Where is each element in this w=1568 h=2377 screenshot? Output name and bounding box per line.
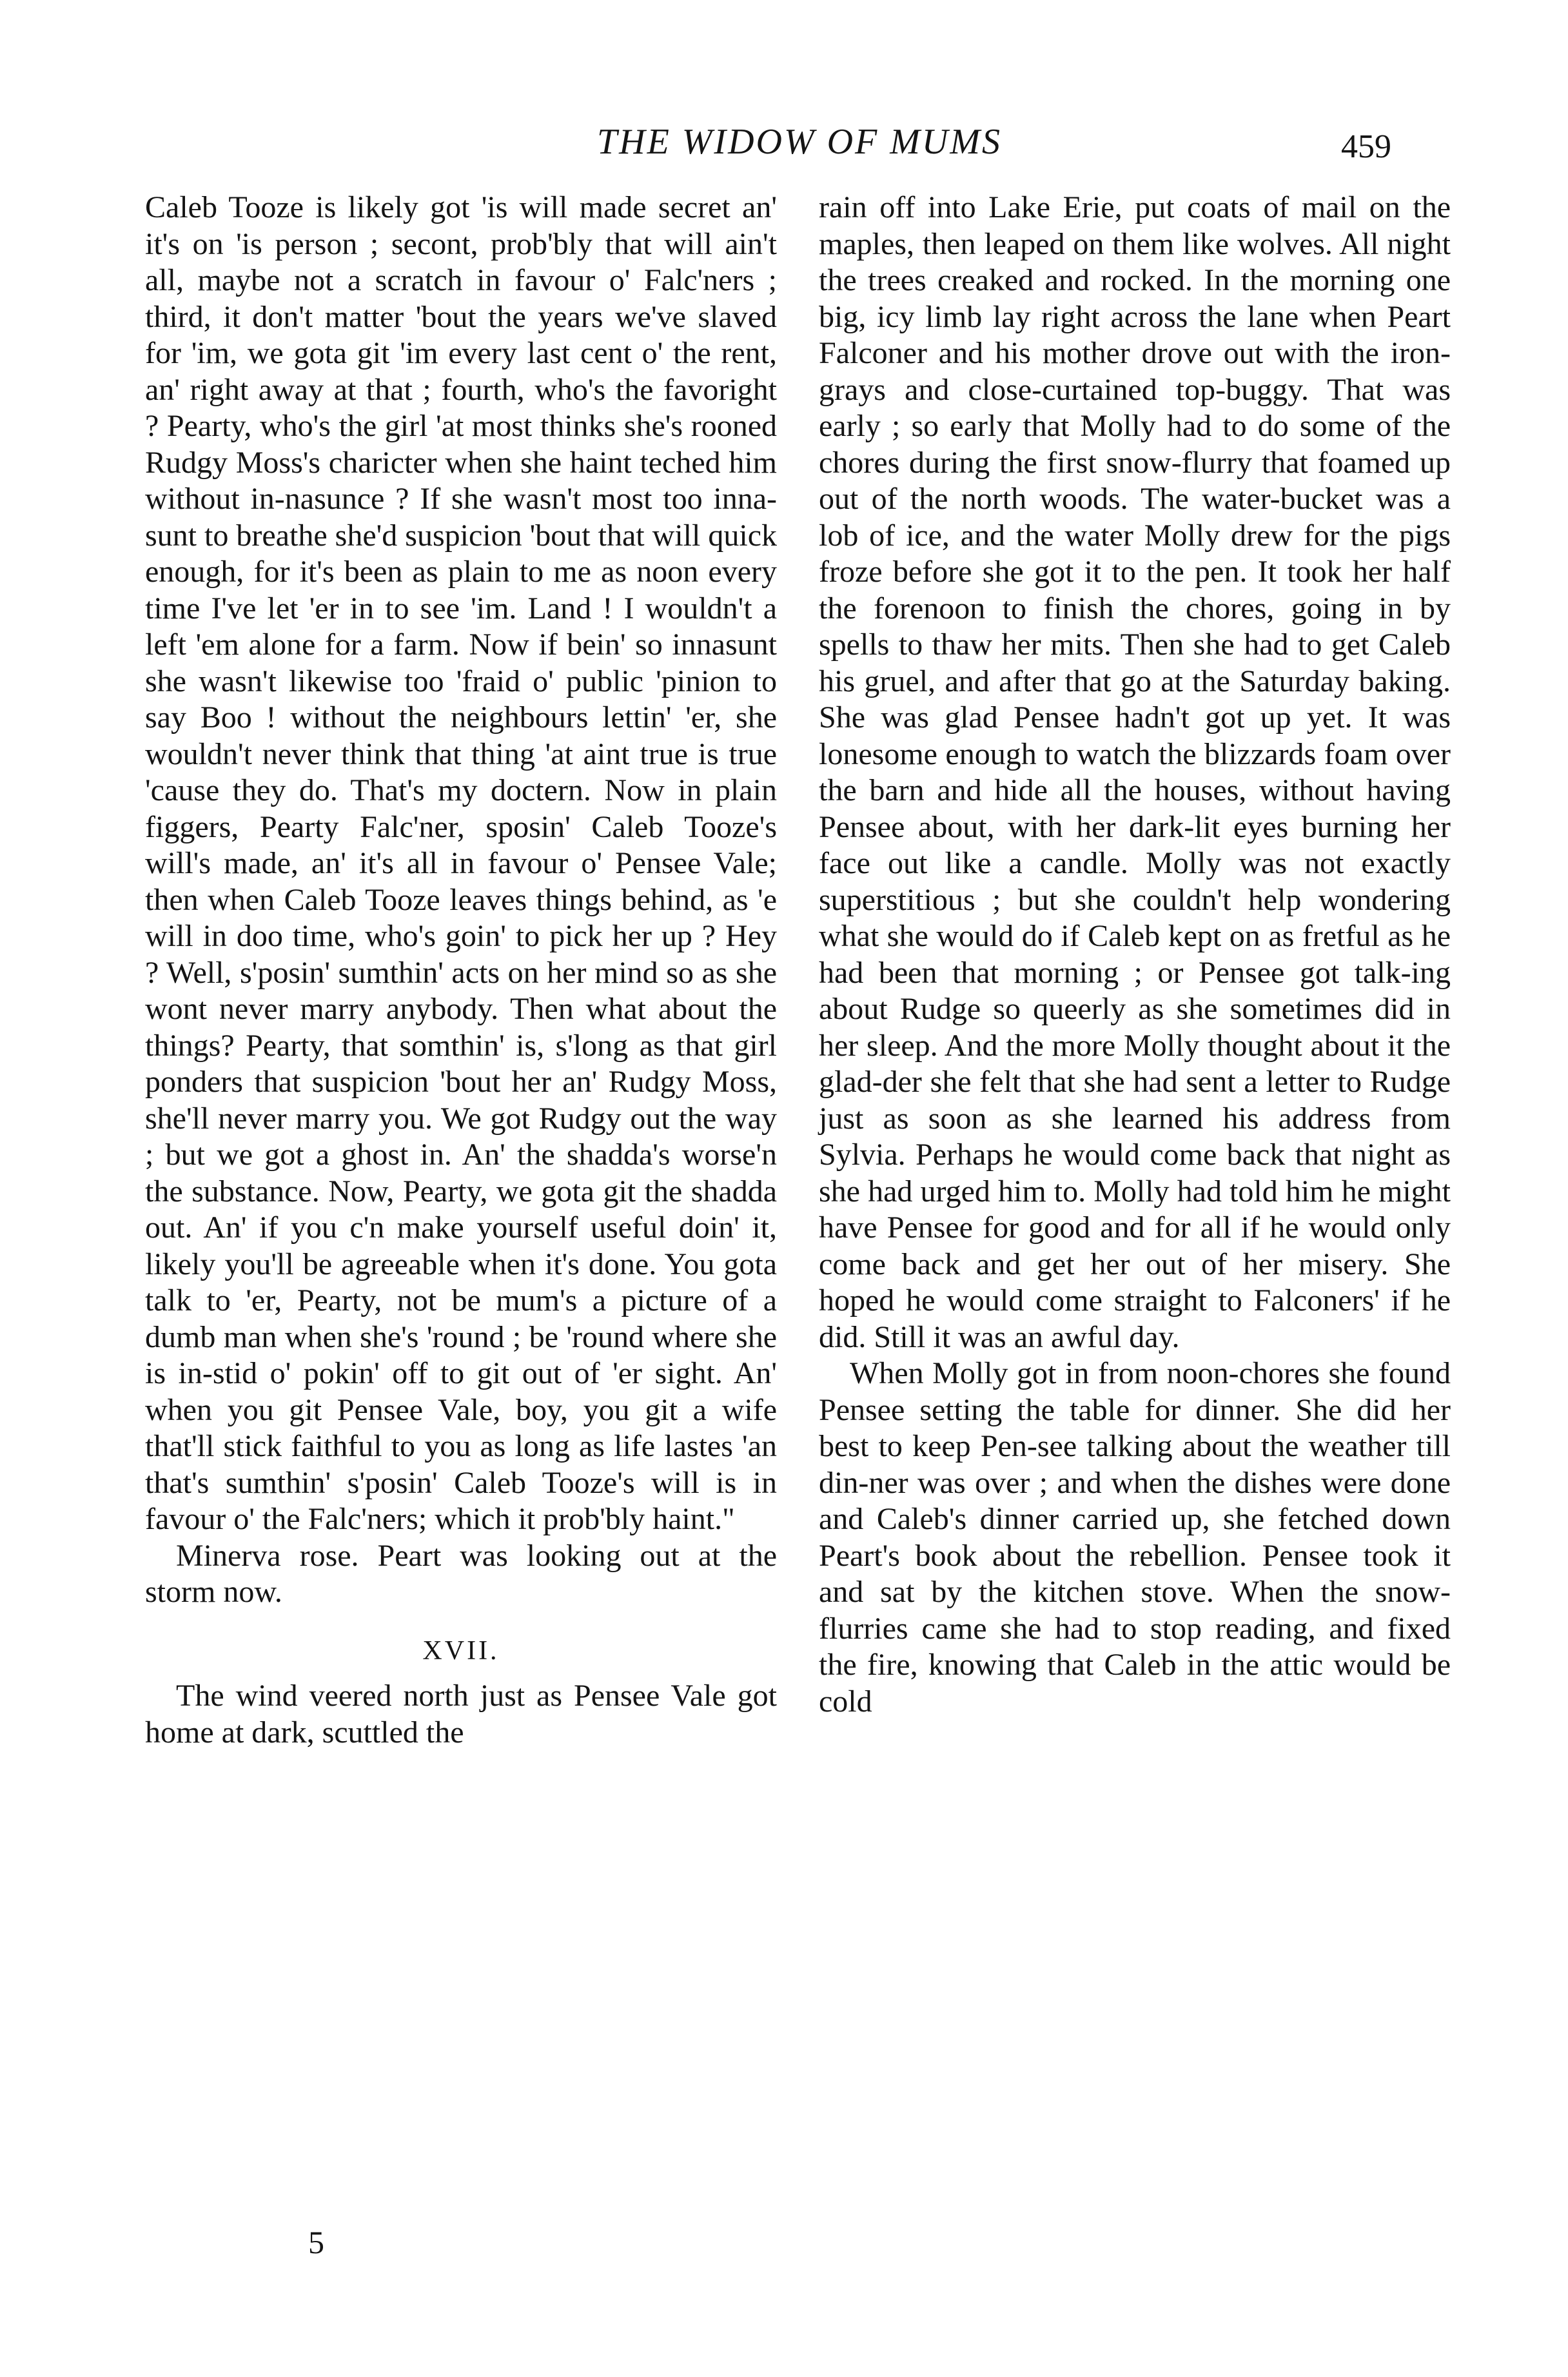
left-paragraph-2: Minerva rose. Peart was looking out at the storm now. [145,1538,777,1609]
left-paragraph-1: Caleb Tooze is likely got 'is will made secret an' it's on 'is person ; secont, prob'bly that will ain't all, maybe not a scratch in favour o' Falc'ners ; third, it don't matter 'bout the years we've slaved for 'im, we gota git 'im every last cent o' the rent, an' right away at that ; fourth, who's the favoright ? Pearty, who's the girl 'at most thinks she's rooned Rudgy Moss's charicter when she haint teched him without in-nasunce ? If she wasn't most too inna-sunt to breathe she'd suspicion 'bout that will quick enough, for it's been as plain to me as noon every time I've let 'er in to see 'im. Land ! I wouldn't a left 'em alone for a farm. Now if bein' so innasunt she wasn't likewise too 'fraid o' public 'pinion to say Boo ! without the neighbours lettin' 'er, she wouldn't never think that thing 'at aint true is true 'cause they do. That's my doctern. Now in plain figgers, Pearty Falc'ner, sposin' Caleb Tooze's will's made, an' it's all in favour o' Pensee Vale; then when Caleb Tooze leaves things behind, as 'e will in doo time, who's goin' to pick her up ? Hey ? Well, s'posin' sumthin' acts on her mind so as she wont never marry anybody. Then what about the things? Pearty, that somthin' is, s'long as that girl ponders that suspicion 'bout her an' Rudgy Moss, she'll never marry you. We got Rudgy out the way ; but we got a ghost in. An' the shadda's worse'n the substance. Now, Pearty, we gota git the shadda out. An' if you c'n make yourself useful doin' it, likely you'll be agreeable when it's done. You gota talk to 'er, Pearty, not be mum's a picture of a dumb man when she's 'round ; be 'round where she is in-stid o' pokin' off to git out of 'er sight. An' when you git Pensee Vale, boy, you git a wife that'll stick faithful to you as long as life lastes 'an that's sumthin' s'posin' Caleb Tooze's will is in favour o' the Falc'ners; which it prob'bly haint." [145,190,777,1536]
right-column [819,190,1451,1720]
left-column [145,190,777,1751]
right-paragraph-1: rain off into Lake Erie, put coats of mail on the maples, then leaped on them like wolves. All night the trees creaked and rocked. In the morning one big, icy limb lay right across the lane when Peart Falconer and his mother drove out with the iron-grays and close-curtained top-buggy. That was early ; so early that Molly had to do some of the chores during the first snow-flurry that foamed up out of the north woods. The water-bucket was a lob of ice, and the water Molly drew for the pigs froze before she got it to the pen. It took her half the forenoon to finish the chores, going in by spells to thaw her mits. Then she had to get Caleb his gruel, and after that go at the Saturday baking. She was glad Pensee hadn't got up yet. It was lonesome enough to watch the blizzards foam over the barn and hide all the houses, without having Pensee about, with her dark-lit eyes burning her face out like a candle. Molly was not exactly superstitious ; but she couldn't help wondering what she would do if Caleb kept on as fretful as he had been that morning ; or Pensee got talk-ing about Rudge so queerly as she sometimes did in her sleep. And the more Molly thought about it the glad-der she felt that she had sent a letter to Rudge just as soon as she learned his address from Sylvia. Perhaps he would come back that night as she had urged him to. Molly had told him he might have Pensee for good and for all if he would only come back and get her out of her misery. She hoped he would come straight to Falconers' if he did. Still it was an awful day. [819,190,1451,1354]
page-number: 459 [1341,128,1391,165]
signature-mark: 5 [308,2224,324,2260]
running-title: THE WIDOW OF MUMS [596,122,1002,162]
left-paragraph-3: The wind veered north just as Pensee Vale got home at dark, scuttled the [145,1679,777,1750]
chapter-heading: XVII. [422,1635,500,1666]
right-paragraph-2: When Molly got in from noon-chores she found Pensee setting the table for dinner. She did her best to keep Pen-see talking about the weather till din-ner was over ; and when the dishes were done and Caleb's dinner carried up, she fetched down Peart's book about the rebellion. Pensee took it and sat by the kitchen stove. When the snow-flurries came she had to stop reading, and fixed the fire, knowing that Caleb in the attic would be cold [819,1356,1451,1719]
